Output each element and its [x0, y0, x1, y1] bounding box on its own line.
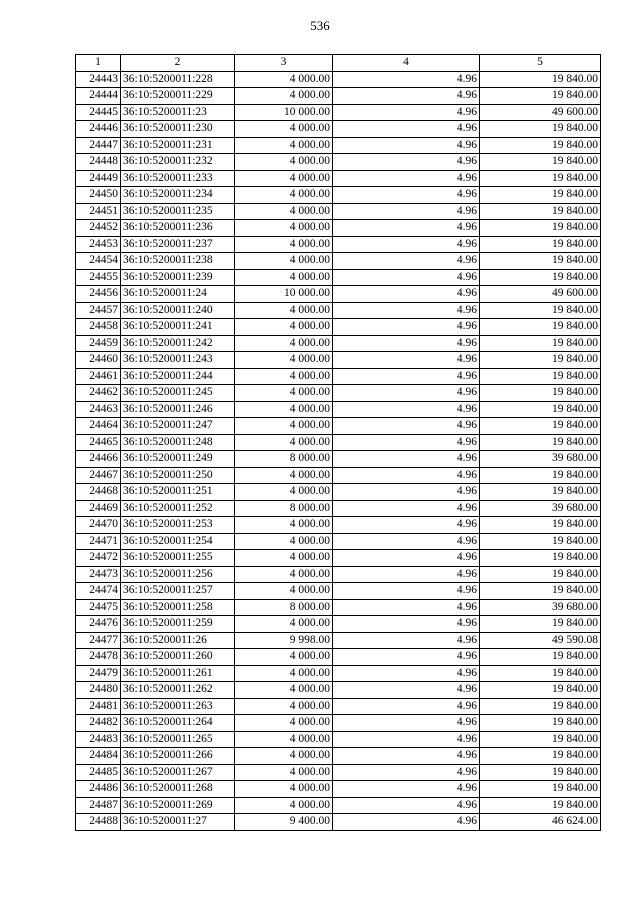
- cadastral-number-cell: 36:10:5200011:236: [121, 220, 235, 237]
- row-number-cell: 24466: [76, 451, 121, 468]
- cadastral-number-cell: 36:10:5200011:239: [121, 269, 235, 286]
- amount-cell: 19 840.00: [480, 484, 601, 501]
- rate-cell: 4.96: [333, 517, 480, 534]
- table-row: [76, 566, 601, 583]
- table-row: [76, 154, 601, 171]
- rate-cell: 4.96: [333, 104, 480, 121]
- amount-cell: 49 600.00: [480, 286, 601, 303]
- table-row: [76, 352, 601, 369]
- cadastral-number-cell: 36:10:5200011:231: [121, 137, 235, 154]
- row-number-cell: 24443: [76, 71, 121, 88]
- amount-cell: 19 840.00: [480, 748, 601, 765]
- amount-cell: 19 840.00: [480, 352, 601, 369]
- area-cell: 4 000.00: [235, 698, 333, 715]
- table-row: [76, 616, 601, 633]
- column-header-5: 5: [480, 55, 601, 72]
- row-number-cell: 24454: [76, 253, 121, 270]
- rate-cell: 4.96: [333, 286, 480, 303]
- rate-cell: 4.96: [333, 401, 480, 418]
- amount-cell: 19 840.00: [480, 583, 601, 600]
- area-cell: 4 000.00: [235, 665, 333, 682]
- row-number-cell: 24465: [76, 434, 121, 451]
- row-number-cell: 24475: [76, 599, 121, 616]
- row-number-cell: 24485: [76, 764, 121, 781]
- cadastral-number-cell: 36:10:5200011:230: [121, 121, 235, 138]
- amount-cell: 19 840.00: [480, 269, 601, 286]
- amount-cell: 39 680.00: [480, 599, 601, 616]
- rate-cell: 4.96: [333, 335, 480, 352]
- row-number-cell: 24482: [76, 715, 121, 732]
- rate-cell: 4.96: [333, 533, 480, 550]
- amount-cell: 19 840.00: [480, 253, 601, 270]
- cadastral-number-cell: 36:10:5200011:254: [121, 533, 235, 550]
- amount-cell: 39 680.00: [480, 500, 601, 517]
- table-row: [76, 269, 601, 286]
- table-row: [76, 434, 601, 451]
- amount-cell: 19 840.00: [480, 203, 601, 220]
- row-number-cell: 24476: [76, 616, 121, 633]
- area-cell: 4 000.00: [235, 764, 333, 781]
- rate-cell: 4.96: [333, 698, 480, 715]
- table-row: [76, 517, 601, 534]
- rate-cell: 4.96: [333, 616, 480, 633]
- cadastral-number-cell: 36:10:5200011:264: [121, 715, 235, 732]
- area-cell: 4 000.00: [235, 467, 333, 484]
- rate-cell: 4.96: [333, 302, 480, 319]
- area-cell: 4 000.00: [235, 781, 333, 798]
- table-row: [76, 121, 601, 138]
- rate-cell: 4.96: [333, 121, 480, 138]
- table-row: [76, 467, 601, 484]
- cadastral-number-cell: 36:10:5200011:243: [121, 352, 235, 369]
- row-number-cell: 24445: [76, 104, 121, 121]
- cadastral-number-cell: 36:10:5200011:241: [121, 319, 235, 336]
- cadastral-number-cell: 36:10:5200011:269: [121, 797, 235, 814]
- table-row: [76, 253, 601, 270]
- row-number-cell: 24478: [76, 649, 121, 666]
- area-cell: 4 000.00: [235, 71, 333, 88]
- area-cell: 4 000.00: [235, 434, 333, 451]
- rate-cell: 4.96: [333, 599, 480, 616]
- area-cell: 4 000.00: [235, 88, 333, 105]
- area-cell: 4 000.00: [235, 368, 333, 385]
- area-cell: 4 000.00: [235, 253, 333, 270]
- cadastral-number-cell: 36:10:5200011:260: [121, 649, 235, 666]
- area-cell: 8 000.00: [235, 599, 333, 616]
- area-cell: 4 000.00: [235, 187, 333, 204]
- row-number-cell: 24460: [76, 352, 121, 369]
- rate-cell: 4.96: [333, 187, 480, 204]
- area-cell: 4 000.00: [235, 550, 333, 567]
- row-number-cell: 24488: [76, 814, 121, 831]
- amount-cell: 19 840.00: [480, 385, 601, 402]
- rate-cell: 4.96: [333, 137, 480, 154]
- row-number-cell: 24456: [76, 286, 121, 303]
- table-row: [76, 335, 601, 352]
- cadastral-number-cell: 36:10:5200011:261: [121, 665, 235, 682]
- amount-cell: 19 840.00: [480, 467, 601, 484]
- table-header-row: [76, 55, 601, 72]
- amount-cell: 19 840.00: [480, 533, 601, 550]
- table-row: [76, 302, 601, 319]
- cadastral-number-cell: 36:10:5200011:27: [121, 814, 235, 831]
- area-cell: 9 400.00: [235, 814, 333, 831]
- rate-cell: 4.96: [333, 682, 480, 699]
- amount-cell: 19 840.00: [480, 236, 601, 253]
- cadastral-number-cell: 36:10:5200011:258: [121, 599, 235, 616]
- rate-cell: 4.96: [333, 220, 480, 237]
- amount-cell: 19 840.00: [480, 616, 601, 633]
- cadastral-number-cell: 36:10:5200011:240: [121, 302, 235, 319]
- amount-cell: 19 840.00: [480, 187, 601, 204]
- amount-cell: 19 840.00: [480, 649, 601, 666]
- amount-cell: 19 840.00: [480, 781, 601, 798]
- table-row: [76, 104, 601, 121]
- area-cell: 4 000.00: [235, 236, 333, 253]
- cadastral-number-cell: 36:10:5200011:255: [121, 550, 235, 567]
- area-cell: 4 000.00: [235, 682, 333, 699]
- amount-cell: 19 840.00: [480, 319, 601, 336]
- cadastral-number-cell: 36:10:5200011:228: [121, 71, 235, 88]
- rate-cell: 4.96: [333, 88, 480, 105]
- cadastral-number-cell: 36:10:5200011:253: [121, 517, 235, 534]
- table-row: [76, 187, 601, 204]
- column-header-1: 1: [76, 55, 121, 72]
- rate-cell: 4.96: [333, 550, 480, 567]
- amount-cell: 19 840.00: [480, 682, 601, 699]
- table-row: [76, 286, 601, 303]
- rate-cell: 4.96: [333, 748, 480, 765]
- area-cell: 4 000.00: [235, 583, 333, 600]
- amount-cell: 19 840.00: [480, 71, 601, 88]
- area-cell: 4 000.00: [235, 484, 333, 501]
- table-row: [76, 319, 601, 336]
- rate-cell: 4.96: [333, 500, 480, 517]
- amount-cell: 19 840.00: [480, 517, 601, 534]
- area-cell: 4 000.00: [235, 137, 333, 154]
- area-cell: 4 000.00: [235, 517, 333, 534]
- table-row: [76, 599, 601, 616]
- rate-cell: 4.96: [333, 484, 480, 501]
- cadastral-number-cell: 36:10:5200011:252: [121, 500, 235, 517]
- area-cell: 4 000.00: [235, 203, 333, 220]
- row-number-cell: 24447: [76, 137, 121, 154]
- cadastral-number-cell: 36:10:5200011:229: [121, 88, 235, 105]
- rate-cell: 4.96: [333, 368, 480, 385]
- cadastral-number-cell: 36:10:5200011:268: [121, 781, 235, 798]
- table-row: [76, 220, 601, 237]
- rate-cell: 4.96: [333, 236, 480, 253]
- rate-cell: 4.96: [333, 385, 480, 402]
- area-cell: 4 000.00: [235, 269, 333, 286]
- area-cell: 4 000.00: [235, 797, 333, 814]
- row-number-cell: 24455: [76, 269, 121, 286]
- area-cell: 9 998.00: [235, 632, 333, 649]
- table-row: [76, 748, 601, 765]
- row-number-cell: 24484: [76, 748, 121, 765]
- cadastral-number-cell: 36:10:5200011:262: [121, 682, 235, 699]
- cadastral-number-cell: 36:10:5200011:263: [121, 698, 235, 715]
- rate-cell: 4.96: [333, 203, 480, 220]
- area-cell: 4 000.00: [235, 649, 333, 666]
- row-number-cell: 24472: [76, 550, 121, 567]
- rate-cell: 4.96: [333, 583, 480, 600]
- row-number-cell: 24444: [76, 88, 121, 105]
- area-cell: 4 000.00: [235, 616, 333, 633]
- table-row: [76, 797, 601, 814]
- table-row: [76, 583, 601, 600]
- table-body: [76, 71, 601, 830]
- amount-cell: 49 590.08: [480, 632, 601, 649]
- amount-cell: 19 840.00: [480, 764, 601, 781]
- row-number-cell: 24483: [76, 731, 121, 748]
- table-row: [76, 368, 601, 385]
- table-row: [76, 731, 601, 748]
- table-row: [76, 698, 601, 715]
- amount-cell: 19 840.00: [480, 137, 601, 154]
- area-cell: 8 000.00: [235, 500, 333, 517]
- rate-cell: 4.96: [333, 170, 480, 187]
- table-row: [76, 137, 601, 154]
- rate-cell: 4.96: [333, 467, 480, 484]
- amount-cell: 19 840.00: [480, 698, 601, 715]
- rate-cell: 4.96: [333, 253, 480, 270]
- table-row: [76, 533, 601, 550]
- area-cell: 4 000.00: [235, 352, 333, 369]
- table-row: [76, 682, 601, 699]
- cadastral-number-cell: 36:10:5200011:257: [121, 583, 235, 600]
- table-row: [76, 550, 601, 567]
- area-cell: 10 000.00: [235, 104, 333, 121]
- amount-cell: 19 840.00: [480, 797, 601, 814]
- rate-cell: 4.96: [333, 797, 480, 814]
- cadastral-number-cell: 36:10:5200011:251: [121, 484, 235, 501]
- amount-cell: 19 840.00: [480, 665, 601, 682]
- rate-cell: 4.96: [333, 319, 480, 336]
- cadastral-number-cell: 36:10:5200011:265: [121, 731, 235, 748]
- rate-cell: 4.96: [333, 418, 480, 435]
- row-number-cell: 24450: [76, 187, 121, 204]
- row-number-cell: 24463: [76, 401, 121, 418]
- rate-cell: 4.96: [333, 434, 480, 451]
- rate-cell: 4.96: [333, 781, 480, 798]
- rate-cell: 4.96: [333, 814, 480, 831]
- table-row: [76, 500, 601, 517]
- table-row: [76, 418, 601, 435]
- table-row: [76, 203, 601, 220]
- cadastral-number-cell: 36:10:5200011:26: [121, 632, 235, 649]
- area-cell: 4 000.00: [235, 170, 333, 187]
- rate-cell: 4.96: [333, 269, 480, 286]
- row-number-cell: 24480: [76, 682, 121, 699]
- area-cell: 10 000.00: [235, 286, 333, 303]
- area-cell: 4 000.00: [235, 533, 333, 550]
- cadastral-number-cell: 36:10:5200011:247: [121, 418, 235, 435]
- row-number-cell: 24477: [76, 632, 121, 649]
- row-number-cell: 24486: [76, 781, 121, 798]
- table-row: [76, 649, 601, 666]
- rate-cell: 4.96: [333, 71, 480, 88]
- area-cell: 4 000.00: [235, 154, 333, 171]
- amount-cell: 49 600.00: [480, 104, 601, 121]
- table-row: [76, 781, 601, 798]
- amount-cell: 19 840.00: [480, 121, 601, 138]
- amount-cell: 19 840.00: [480, 220, 601, 237]
- amount-cell: 39 680.00: [480, 451, 601, 468]
- rate-cell: 4.96: [333, 665, 480, 682]
- cadastral-number-cell: 36:10:5200011:238: [121, 253, 235, 270]
- data-table: [75, 54, 601, 831]
- amount-cell: 19 840.00: [480, 88, 601, 105]
- table-row: [76, 764, 601, 781]
- cadastral-number-cell: 36:10:5200011:249: [121, 451, 235, 468]
- area-cell: 4 000.00: [235, 401, 333, 418]
- row-number-cell: 24459: [76, 335, 121, 352]
- amount-cell: 19 840.00: [480, 368, 601, 385]
- rate-cell: 4.96: [333, 715, 480, 732]
- area-cell: 4 000.00: [235, 302, 333, 319]
- amount-cell: 19 840.00: [480, 170, 601, 187]
- row-number-cell: 24479: [76, 665, 121, 682]
- row-number-cell: 24468: [76, 484, 121, 501]
- table-row: [76, 170, 601, 187]
- rate-cell: 4.96: [333, 451, 480, 468]
- amount-cell: 19 840.00: [480, 335, 601, 352]
- row-number-cell: 24458: [76, 319, 121, 336]
- row-number-cell: 24473: [76, 566, 121, 583]
- area-cell: 4 000.00: [235, 418, 333, 435]
- area-cell: 4 000.00: [235, 715, 333, 732]
- row-number-cell: 24453: [76, 236, 121, 253]
- cadastral-number-cell: 36:10:5200011:259: [121, 616, 235, 633]
- row-number-cell: 24474: [76, 583, 121, 600]
- area-cell: 4 000.00: [235, 319, 333, 336]
- column-header-2: 2: [121, 55, 235, 72]
- amount-cell: 19 840.00: [480, 715, 601, 732]
- cadastral-number-cell: 36:10:5200011:250: [121, 467, 235, 484]
- rate-cell: 4.96: [333, 566, 480, 583]
- cadastral-number-cell: 36:10:5200011:266: [121, 748, 235, 765]
- cadastral-number-cell: 36:10:5200011:235: [121, 203, 235, 220]
- row-number-cell: 24469: [76, 500, 121, 517]
- table-row: [76, 665, 601, 682]
- cadastral-number-cell: 36:10:5200011:232: [121, 154, 235, 171]
- row-number-cell: 24452: [76, 220, 121, 237]
- page-number: 536: [310, 18, 330, 33]
- table-row: [76, 236, 601, 253]
- area-cell: 4 000.00: [235, 566, 333, 583]
- cadastral-number-cell: 36:10:5200011:245: [121, 385, 235, 402]
- table-row: [76, 401, 601, 418]
- table-row: [76, 632, 601, 649]
- row-number-cell: 24446: [76, 121, 121, 138]
- rate-cell: 4.96: [333, 632, 480, 649]
- table-row: [76, 715, 601, 732]
- row-number-cell: 24461: [76, 368, 121, 385]
- amount-cell: 19 840.00: [480, 550, 601, 567]
- amount-cell: 19 840.00: [480, 434, 601, 451]
- amount-cell: 19 840.00: [480, 731, 601, 748]
- table-row: [76, 484, 601, 501]
- table-row: [76, 385, 601, 402]
- row-number-cell: 24457: [76, 302, 121, 319]
- row-number-cell: 24471: [76, 533, 121, 550]
- cadastral-number-cell: 36:10:5200011:248: [121, 434, 235, 451]
- cadastral-number-cell: 36:10:5200011:24: [121, 286, 235, 303]
- amount-cell: 19 840.00: [480, 401, 601, 418]
- row-number-cell: 24451: [76, 203, 121, 220]
- amount-cell: 19 840.00: [480, 418, 601, 435]
- row-number-cell: 24449: [76, 170, 121, 187]
- cadastral-number-cell: 36:10:5200011:23: [121, 104, 235, 121]
- column-header-4: 4: [333, 55, 480, 72]
- cadastral-number-cell: 36:10:5200011:244: [121, 368, 235, 385]
- area-cell: 4 000.00: [235, 220, 333, 237]
- area-cell: 4 000.00: [235, 335, 333, 352]
- area-cell: 4 000.00: [235, 748, 333, 765]
- cadastral-number-cell: 36:10:5200011:234: [121, 187, 235, 204]
- table-row: [76, 71, 601, 88]
- cadastral-number-cell: 36:10:5200011:233: [121, 170, 235, 187]
- cadastral-number-cell: 36:10:5200011:256: [121, 566, 235, 583]
- table-row: [76, 88, 601, 105]
- rate-cell: 4.96: [333, 352, 480, 369]
- rate-cell: 4.96: [333, 731, 480, 748]
- rate-cell: 4.96: [333, 154, 480, 171]
- row-number-cell: 24487: [76, 797, 121, 814]
- table-row: [76, 451, 601, 468]
- column-header-3: 3: [235, 55, 333, 72]
- amount-cell: 46 624.00: [480, 814, 601, 831]
- row-number-cell: 24462: [76, 385, 121, 402]
- cadastral-number-cell: 36:10:5200011:267: [121, 764, 235, 781]
- row-number-cell: 24448: [76, 154, 121, 171]
- row-number-cell: 24467: [76, 467, 121, 484]
- rate-cell: 4.96: [333, 649, 480, 666]
- area-cell: 8 000.00: [235, 451, 333, 468]
- rate-cell: 4.96: [333, 764, 480, 781]
- cadastral-number-cell: 36:10:5200011:237: [121, 236, 235, 253]
- amount-cell: 19 840.00: [480, 154, 601, 171]
- amount-cell: 19 840.00: [480, 302, 601, 319]
- area-cell: 4 000.00: [235, 385, 333, 402]
- table-row: [76, 814, 601, 831]
- row-number-cell: 24470: [76, 517, 121, 534]
- row-number-cell: 24464: [76, 418, 121, 435]
- cadastral-number-cell: 36:10:5200011:242: [121, 335, 235, 352]
- area-cell: 4 000.00: [235, 731, 333, 748]
- amount-cell: 19 840.00: [480, 566, 601, 583]
- cadastral-number-cell: 36:10:5200011:246: [121, 401, 235, 418]
- row-number-cell: 24481: [76, 698, 121, 715]
- area-cell: 4 000.00: [235, 121, 333, 138]
